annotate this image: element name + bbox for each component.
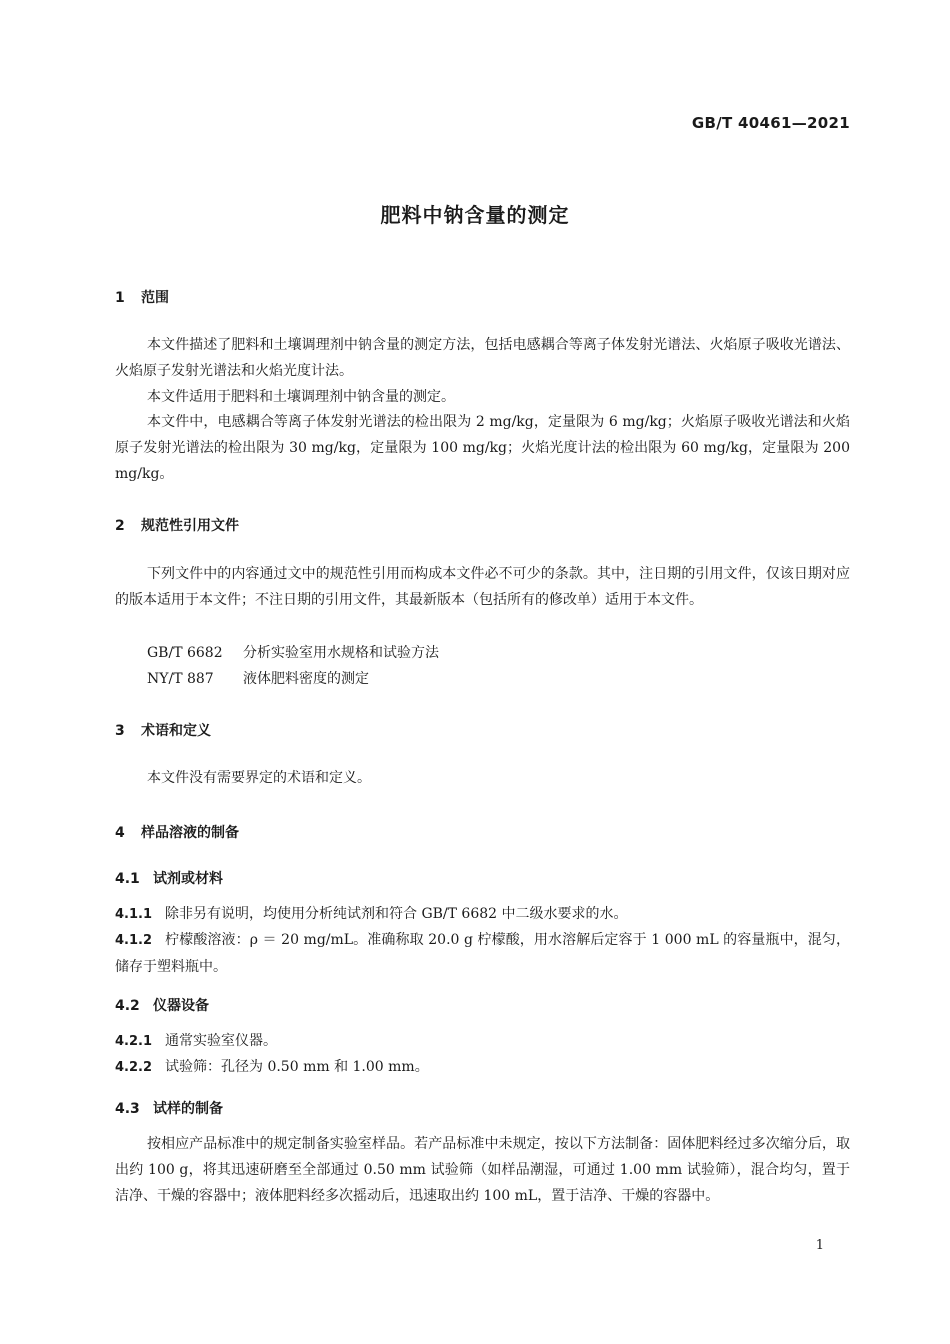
section-title: 规范性引用文件	[141, 518, 239, 534]
section-4-heading	[115, 822, 239, 842]
clause-4-2-2	[115, 1054, 850, 1081]
clause-4-1-2	[115, 927, 850, 980]
standard-code: GB/T 40461—2021	[691, 114, 850, 132]
reference-code: NY/T 887	[147, 671, 214, 687]
reference-name: 液体肥料密度的测定	[243, 671, 369, 687]
clause-text: 除非另有说明，均使用分析纯试剂和符合 GB/T 6682 中二级水要求的水。	[165, 906, 628, 922]
subsection-title: 仪器设备	[153, 998, 209, 1014]
document-title: 肥料中钠含量的测定	[380, 203, 570, 227]
clause-4-2-1	[115, 1028, 850, 1055]
reference-code: GB/T 6682	[147, 645, 223, 661]
subsection-title: 试样的制备	[153, 1101, 223, 1117]
section-2-heading	[115, 515, 239, 535]
section-number: 1	[115, 290, 125, 306]
paragraph: 本文件适用于肥料和土壤调理剂中钠含量的测定。	[147, 389, 455, 405]
clause-text: 通常实验室仪器。	[165, 1033, 277, 1049]
subsection-number: 4.1	[115, 871, 140, 887]
subsection-number: 4.2	[115, 998, 140, 1014]
section-number: 2	[115, 518, 125, 534]
section-number: 4	[115, 825, 125, 841]
clause-number: 4.1.2	[115, 933, 153, 948]
normative-reference	[147, 642, 439, 662]
clause-text: 试验筛：孔径为 0.50 mm 和 1.00 mm。	[165, 1059, 429, 1075]
section-title: 术语和定义	[141, 723, 211, 739]
normative-reference	[147, 668, 369, 688]
clause-number: 4.2.2	[115, 1060, 153, 1075]
paragraph: 本文件没有需要界定的术语和定义。	[147, 770, 371, 786]
paragraph: 本文件中，电感耦合等离子体发射光谱法的检出限为 2 mg/kg，定量限为 6 mg/kg；火焰原子吸收光谱法和火焰原子发射光谱法的检出限为 30 mg/kg，定量限为 100 mg/kg；火焰光度计法的检出限为 60 mg/kg，定量限为 200 mg/kg。	[115, 414, 850, 482]
page-number: 1	[815, 1238, 824, 1253]
clause-4-1-1	[115, 901, 850, 928]
clause-number: 4.2.1	[115, 1034, 153, 1049]
paragraph: 按相应产品标准中的规定制备实验室样品。若产品标准中未规定，按以下方法制备：固体肥料经过多次缩分后，取出约 100 g，将其迅速研磨至全部通过 0.50 mm 试验筛（如样品潮湿，可通过 1.00 mm 试验筛），混合均匀，置于洁净、干燥的容器中；液体肥料经多次摇动后，迅速取出约 100 mL，置于洁净、干燥的容器中。	[115, 1136, 850, 1204]
subsection-4-3-heading	[115, 1098, 223, 1118]
paragraph: 本文件描述了肥料和土壤调理剂中钠含量的测定方法，包括电感耦合等离子体发射光谱法、火焰原子吸收光谱法、火焰原子发射光谱法和火焰光度计法。	[115, 337, 850, 379]
paragraph: 下列文件中的内容通过文中的规范性引用而构成本文件必不可少的条款。其中，注日期的引用文件，仅该日期对应的版本适用于本文件；不注日期的引用文件，其最新版本（包括所有的修改单）适用于本文件。	[115, 566, 850, 608]
section-title: 范围	[141, 290, 169, 306]
clause-number: 4.1.1	[115, 907, 153, 922]
reference-name: 分析实验室用水规格和试验方法	[243, 645, 439, 661]
section-3-heading	[115, 720, 211, 740]
subsection-4-2-heading	[115, 995, 209, 1015]
section-1-heading	[115, 287, 169, 307]
subsection-title: 试剂或材料	[153, 871, 223, 887]
subsection-4-1-heading	[115, 868, 223, 888]
section-number: 3	[115, 723, 125, 739]
section-title: 样品溶液的制备	[141, 825, 239, 841]
clause-text: 柠檬酸溶液：ρ ＝ 20 mg/mL。准确称取 20.0 g 柠檬酸，用水溶解后定容于 1 000 mL 的容量瓶中，混匀，储存于塑料瓶中。	[115, 932, 850, 975]
subsection-number: 4.3	[115, 1101, 140, 1117]
